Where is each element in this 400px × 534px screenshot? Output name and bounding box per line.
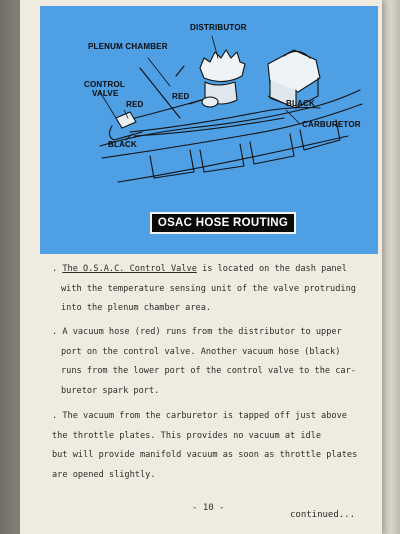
paragraph-control-valve <box>52 260 397 319</box>
figure-caption: OSAC HOSE ROUTING <box>150 212 296 234</box>
label-red-right: RED <box>172 92 190 101</box>
paragraph-carburetor-vacuum <box>52 407 397 485</box>
text-line: . The vacuum from the carburetor is tapped off just above <box>52 411 347 421</box>
label-plenum-chamber: PLENUM CHAMBER <box>88 42 168 51</box>
text-line: with the temperature sensing unit of the valve protruding <box>61 283 356 294</box>
text-line: port on the control valve. Another vacuum hose (black) <box>61 346 341 357</box>
text-line: into the plenum chamber area. <box>61 303 212 313</box>
text-line: are opened slightly. <box>52 469 156 480</box>
text-line: . A vacuum hose (red) runs from the distributor to upper <box>52 327 342 337</box>
control-valve-term: The O.S.A.C. Control Valve <box>62 264 197 274</box>
black-hose-drawing <box>130 108 320 133</box>
distributor-drawing <box>200 50 245 82</box>
text-line: runs from the lower port of the control valve to the car- <box>61 366 356 376</box>
page-number: - 10 - <box>192 503 225 513</box>
paragraph-vacuum-hose <box>52 323 397 401</box>
continued-note: continued... <box>290 510 356 520</box>
text-line: buretor spark port. <box>61 385 160 396</box>
label-distributor: DISTRIBUTOR <box>190 23 247 32</box>
text-line: the throttle plates. This provides no vacuum at idle <box>52 430 322 441</box>
text-line: . The O.S.A.C. Control Valve is located on the dash panel <box>52 264 347 274</box>
text-line: but will provide manifold vacuum as soon as throttle plates <box>52 450 358 460</box>
label-carburetor: CARBURETOR <box>302 120 361 129</box>
label-control: CONTROL <box>84 80 125 89</box>
label-red-left: RED <box>126 100 144 109</box>
osac-hose-routing-figure <box>40 6 378 254</box>
label-black-left: BLACK <box>108 140 137 149</box>
label-black-right: BLACK <box>286 99 315 108</box>
label-valve: VALVE <box>92 89 119 98</box>
document-page <box>20 0 382 534</box>
